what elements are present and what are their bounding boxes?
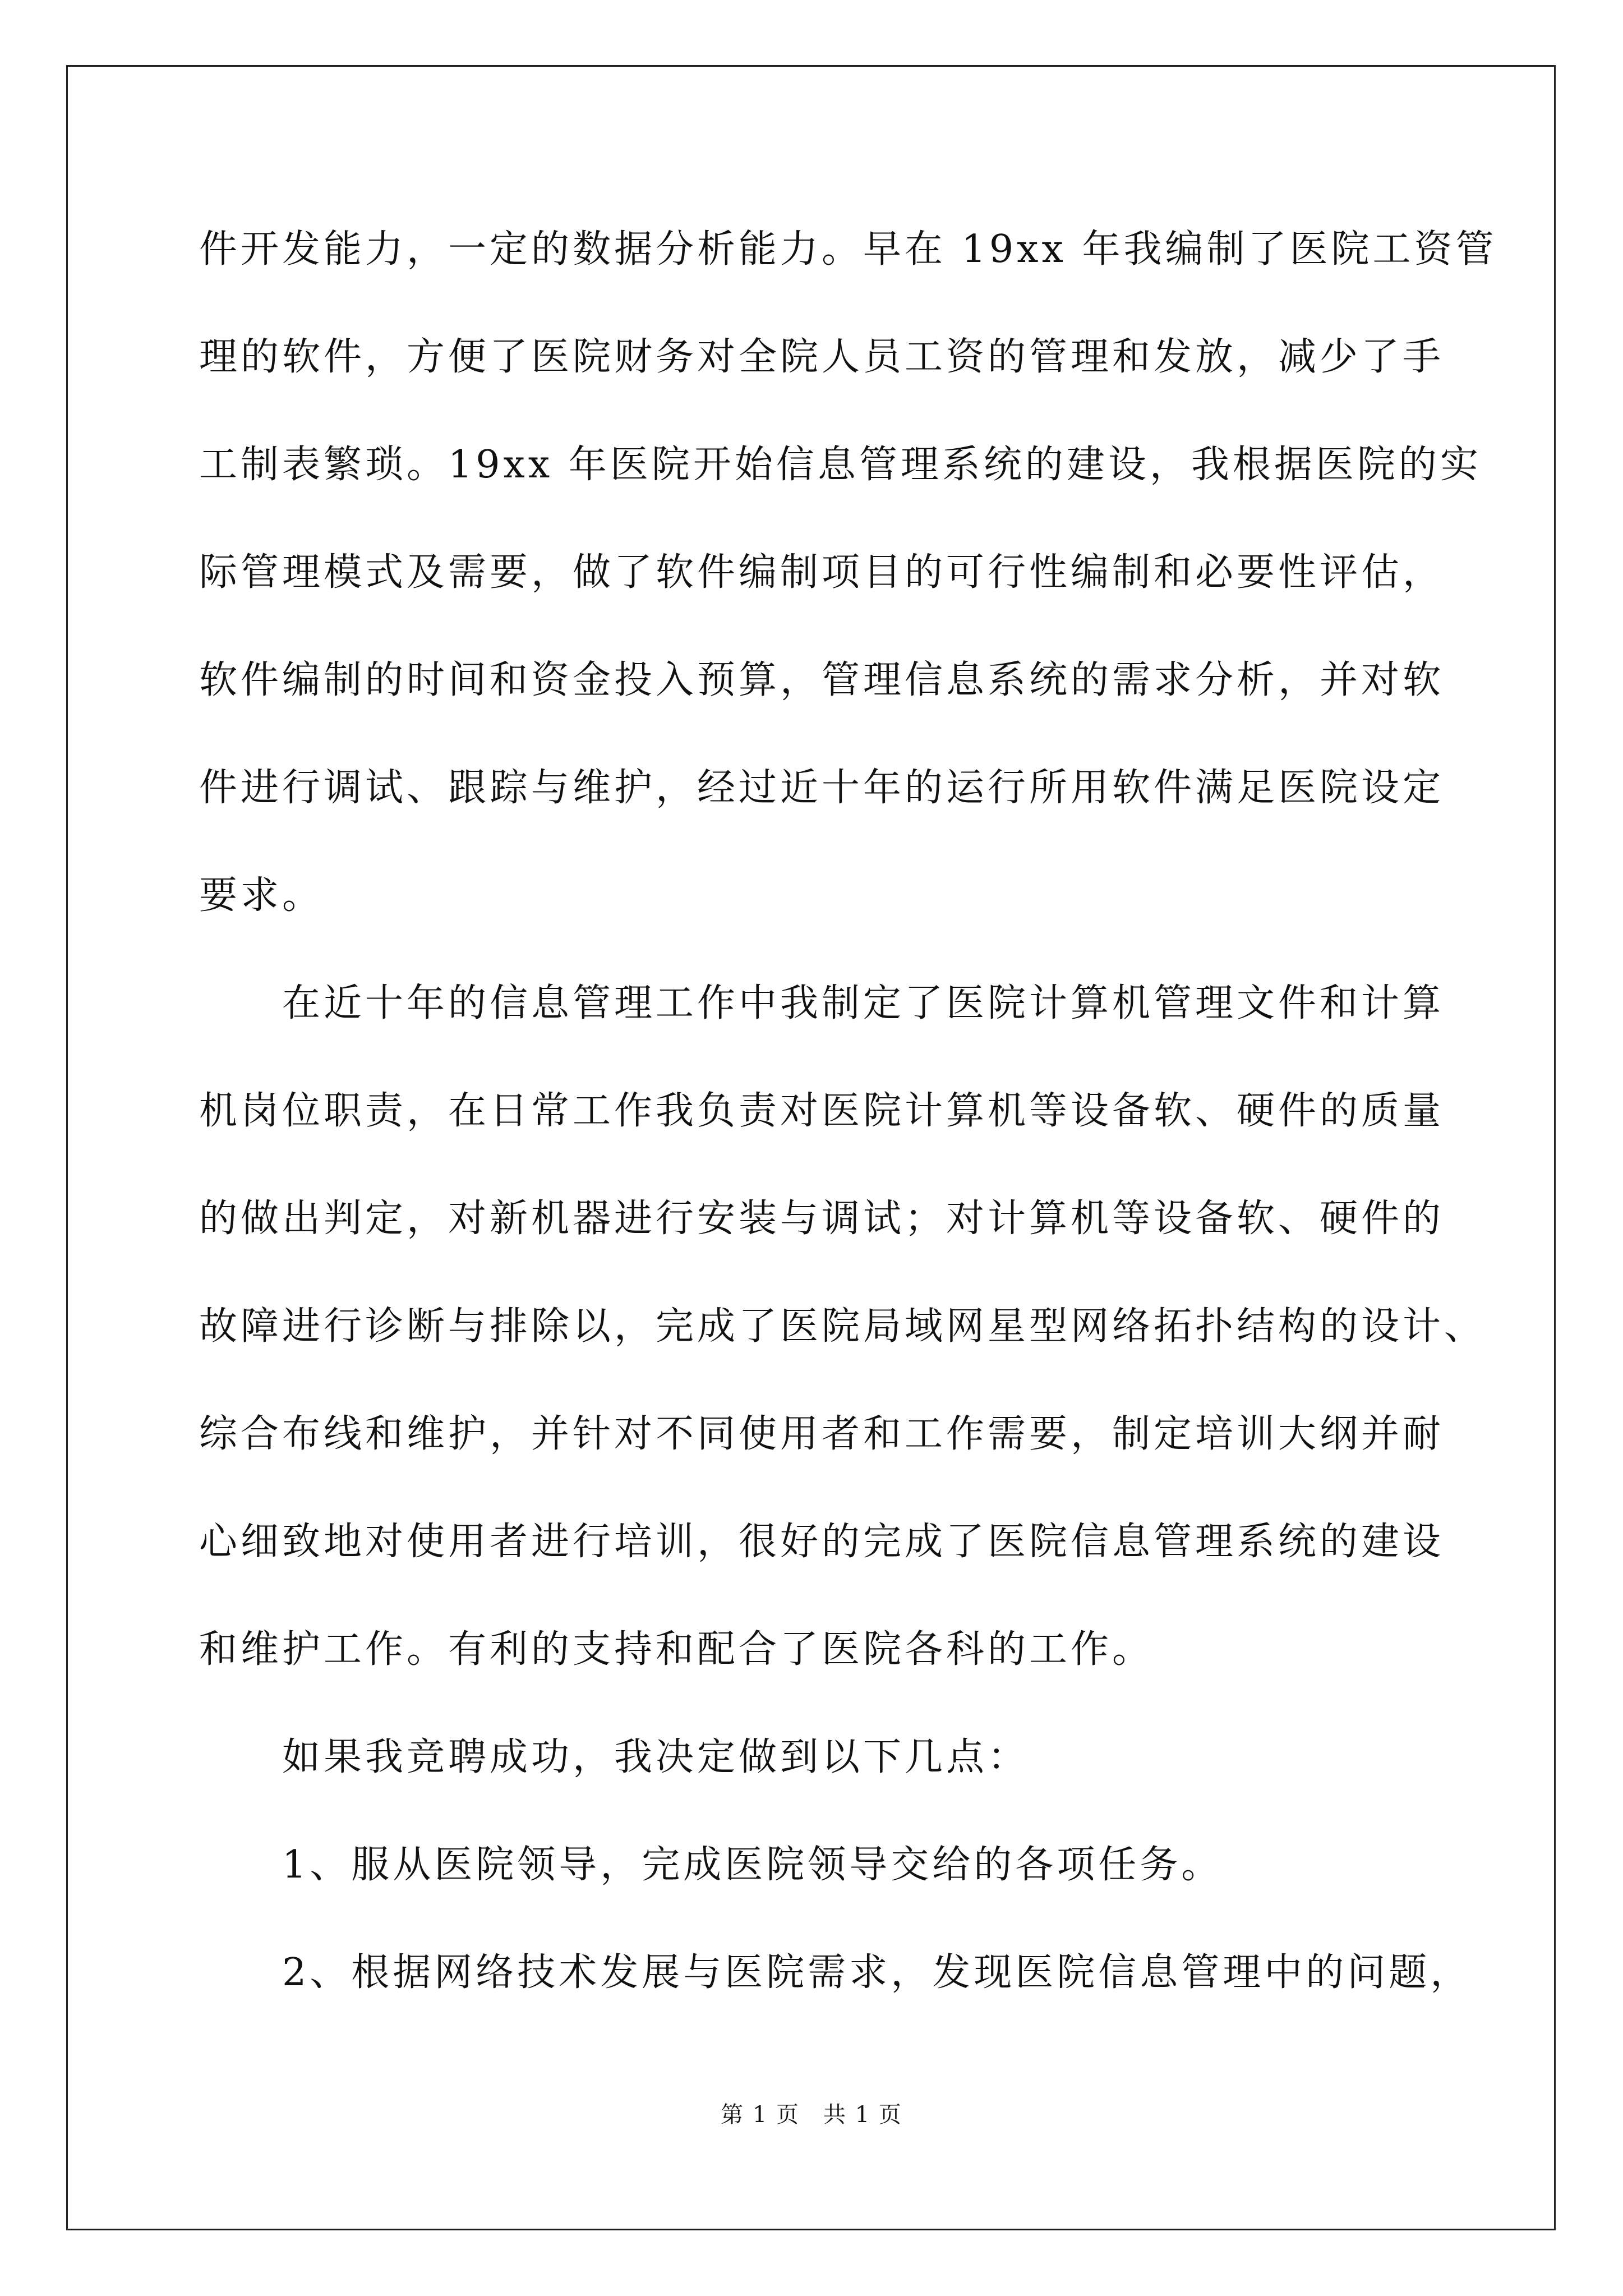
text-line: 件开发能力，一定的数据分析能力。早在 19xx 年我编制了医院工资管 [199, 227, 1497, 272]
text-line: 故障进行诊断与排除以，完成了医院局域网星型网络拓扑结构的设计、 [199, 1304, 1486, 1349]
text-line: 件进行调试、跟踪与维护，经过近十年的运行所用软件满足医院设定 [199, 766, 1445, 810]
text-line: 工制表繁琐。19xx 年医院开始信息管理系统的建设，我根据医院的实 [199, 443, 1482, 487]
text-line: 要求。 [199, 873, 324, 918]
text-line: 2、根据网络技术发展与医院需求，发现医院信息管理中的问题， [199, 1950, 1472, 1995]
text-line: 的做出判定，对新机器进行安装与调试；对计算机等设备软、硬件的 [199, 1197, 1445, 1241]
text-line: 和维护工作。有利的支持和配合了医院各科的工作。 [199, 1627, 1154, 1672]
text-line: 1、服从医院领导，完成医院领导交给的各项任务。 [199, 1843, 1223, 1887]
text-line: 软件编制的时间和资金投入预算，管理信息系统的需求分析，并对软 [199, 658, 1445, 702]
text-line: 机岗位职责，在日常工作我负责对医院计算机等设备软、硬件的质量 [199, 1089, 1445, 1133]
text-line: 心细致地对使用者进行培训，很好的完成了医院信息管理系统的建设 [199, 1520, 1445, 1564]
text-line: 际管理模式及需要，做了软件编制项目的可行性编制和必要性评估， [199, 550, 1445, 595]
text-line: 综合布线和维护，并针对不同使用者和工作需要，制定培训大纲并耐 [199, 1412, 1445, 1456]
page-footer: 第 1 页 共 1 页 [721, 2102, 902, 2128]
text-line: 在近十年的信息管理工作中我制定了医院计算机管理文件和计算 [199, 981, 1445, 1025]
text-line: 如果我竞聘成功，我决定做到以下几点： [199, 1735, 1030, 1779]
document-body [199, 219, 1497, 2050]
text-line: 理的软件，方便了医院财务对全院人员工资的管理和发放，减少了手 [199, 335, 1445, 379]
